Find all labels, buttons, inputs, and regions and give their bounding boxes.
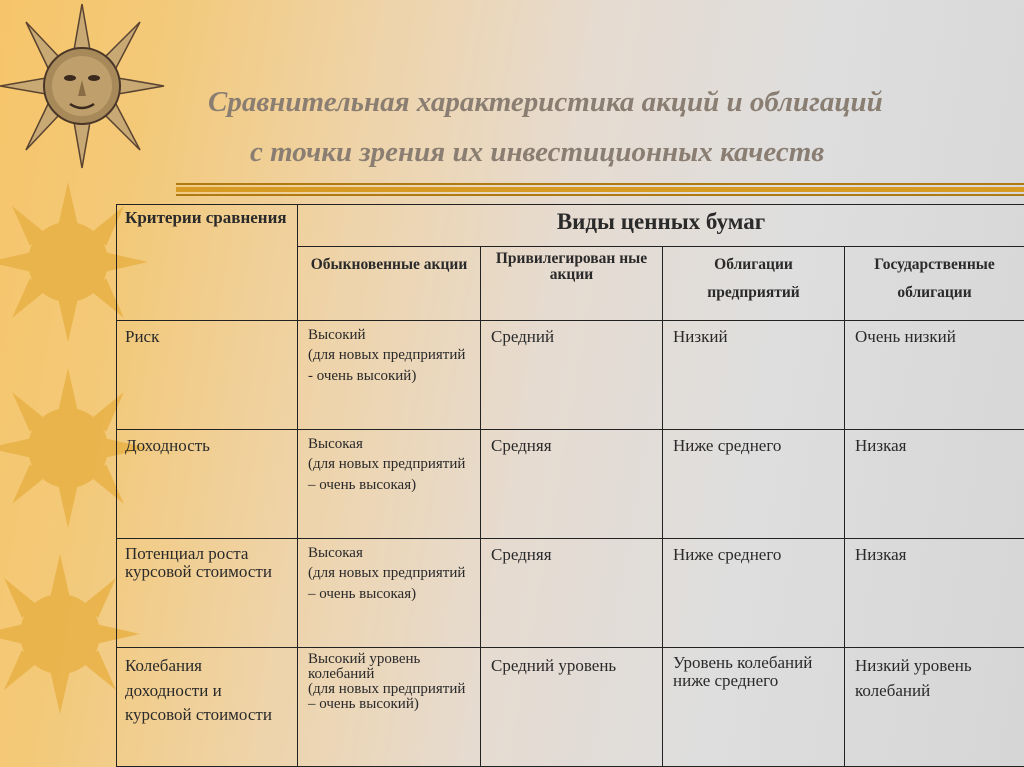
government-bonds-cell: Низкая — [845, 539, 1024, 648]
cell-note-text: (для новых предприятий - очень высокий) — [308, 347, 466, 384]
title-line-1: Сравнительная характеристика акций и облигаций — [208, 86, 883, 118]
preferred-shares-cell: Средний — [481, 321, 663, 430]
comparison-table — [116, 204, 1024, 767]
corporate-bonds-cell: Ниже среднего — [663, 539, 845, 648]
criterion-cell: Риск — [117, 321, 298, 430]
title-line-2: с точки зрения их инвестиционных качеств — [250, 136, 825, 168]
common-shares-cell — [298, 321, 481, 430]
cell-note-text: (для новых предприятий – очень высокая) — [308, 456, 466, 493]
criteria-header: Критерии сравнения — [117, 205, 298, 321]
government-bonds-cell: Очень низкий — [845, 321, 1024, 430]
cell-main-text: Высокий — [308, 327, 366, 343]
table-row — [117, 539, 1024, 648]
types-header: Виды ценных бумаг — [298, 205, 1024, 247]
preferred-shares-cell: Средняя — [481, 539, 663, 648]
column-header: Государственные облигации — [845, 247, 1024, 321]
corporate-bonds-cell: Ниже среднего — [663, 430, 845, 539]
column-header: Привилегирован ные акции — [481, 247, 663, 321]
title-rule — [176, 183, 1024, 185]
criterion-cell: Колебания доходности и курсовой стоимости — [117, 648, 298, 767]
corporate-bonds-cell: Уровень колебаний ниже среднего — [663, 648, 845, 767]
table-row — [117, 648, 1024, 767]
title-rule — [176, 194, 1024, 196]
cell-note-text: (для новых предприятий – очень высокая) — [308, 565, 466, 602]
corporate-bonds-cell: Низкий — [663, 321, 845, 430]
title-rule — [176, 187, 1024, 192]
government-bonds-cell: Низкая — [845, 430, 1024, 539]
criterion-cell: Потенциал роста курсовой стоимости — [117, 539, 298, 648]
cell-note-text: (для новых предприятий – очень высокий) — [308, 681, 466, 712]
cell-main-text: Высокий уровень колебаний — [308, 651, 421, 682]
common-shares-cell — [298, 539, 481, 648]
cell-main-text: Высокая — [308, 545, 363, 561]
preferred-shares-cell: Средняя — [481, 430, 663, 539]
column-header: Обыкновенные акции — [298, 247, 481, 321]
preferred-shares-cell: Средний уровень — [481, 648, 663, 767]
table-row — [117, 321, 1024, 430]
cell-main-text: Высокая — [308, 436, 363, 452]
common-shares-cell — [298, 648, 481, 767]
sun-face-icon — [0, 4, 164, 168]
table-row — [117, 430, 1024, 539]
column-header: Облигации предприятий — [663, 247, 845, 321]
criterion-cell: Доходность — [117, 430, 298, 539]
government-bonds-cell: Низкий уровень колебаний — [845, 648, 1024, 767]
common-shares-cell — [298, 430, 481, 539]
table-header-row — [117, 205, 1024, 247]
